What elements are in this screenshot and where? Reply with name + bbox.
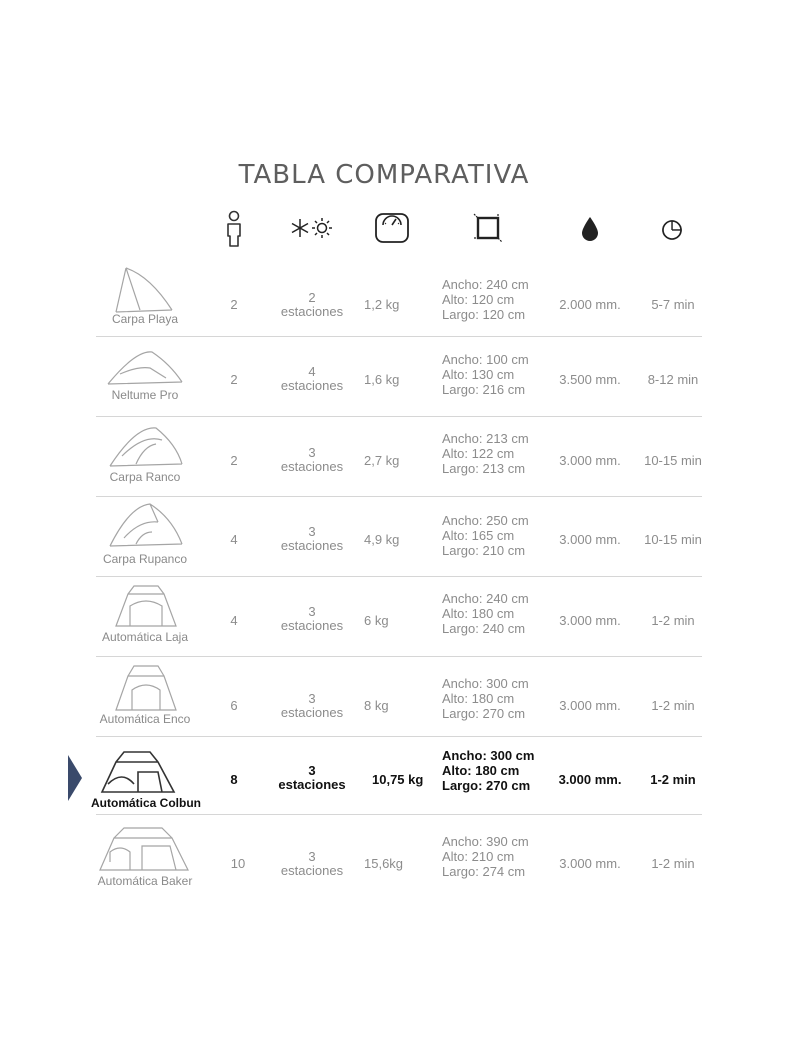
tent-image <box>112 584 180 630</box>
tent-image <box>106 424 186 470</box>
weight-value: 15,6kg <box>364 856 404 871</box>
row-divider <box>96 736 702 737</box>
person-icon <box>224 210 244 248</box>
tent-image <box>98 750 178 796</box>
water-column-value: 3.000 mm. <box>559 613 621 628</box>
seasons-value: 3 estaciones <box>280 524 344 553</box>
seasons-value: 3 estaciones <box>280 849 344 878</box>
setup-time-value: 1-2 min <box>651 856 695 871</box>
tent-name: Automática Laja <box>101 630 189 644</box>
setup-time-value: 10-15 min <box>644 453 702 468</box>
tent-name: Carpa Ranco <box>109 470 181 484</box>
page-title: TABLA COMPARATIVA <box>238 160 530 190</box>
row-divider <box>96 416 702 417</box>
tent-name: Automática Colbun <box>91 796 201 810</box>
persons-value: 4 <box>230 532 238 547</box>
seasons-value: 4 estaciones <box>280 364 344 393</box>
water-column-value: 2.000 mm. <box>559 297 621 312</box>
dimensions-value: Ancho: 300 cm Alto: 180 cm Largo: 270 cm <box>442 748 535 793</box>
persons-value: 8 <box>230 772 238 787</box>
weight-value: 6 kg <box>364 613 389 628</box>
persons-value: 6 <box>230 698 238 713</box>
setup-time-value: 5-7 min <box>651 297 695 312</box>
row-divider <box>96 814 702 815</box>
tent-image <box>106 348 186 388</box>
weight-value: 4,9 kg <box>364 532 400 547</box>
water-column-value: 3.500 mm. <box>559 372 621 387</box>
dimensions-value: Ancho: 250 cm Alto: 165 cm Largo: 210 cm <box>442 513 529 558</box>
dimensions-value: Ancho: 213 cm Alto: 122 cm Largo: 213 cm <box>442 431 529 476</box>
weight-value: 8 kg <box>364 698 389 713</box>
clock-icon <box>660 218 684 242</box>
seasons-value: 3 estaciones <box>278 763 346 792</box>
dimensions-value: Ancho: 240 cm Alto: 120 cm Largo: 120 cm <box>442 277 529 322</box>
row-divider <box>96 336 702 337</box>
row-divider <box>96 656 702 657</box>
tent-name: Neltume Pro <box>111 388 179 402</box>
dimensions-value: Ancho: 240 cm Alto: 180 cm Largo: 240 cm <box>442 591 529 636</box>
water-column-value: 3.000 mm. <box>559 532 621 547</box>
tent-image <box>106 502 186 550</box>
persons-value: 2 <box>230 297 238 312</box>
seasons-value: 3 estaciones <box>280 691 344 720</box>
weight-value: 2,7 kg <box>364 453 400 468</box>
persons-value: 10 <box>230 856 246 871</box>
seasons-value: 3 estaciones <box>280 445 344 474</box>
setup-time-value: 1-2 min <box>651 698 695 713</box>
snowflake-sun-icon <box>288 216 336 240</box>
row-divider <box>96 576 702 577</box>
setup-time-value: 8-12 min <box>647 372 699 387</box>
weight-value: 1,6 kg <box>364 372 400 387</box>
persons-value: 2 <box>230 372 238 387</box>
water-column-value: 3.000 mm. <box>558 772 622 787</box>
setup-time-value: 1-2 min <box>650 772 696 787</box>
setup-time-value: 10-15 min <box>644 532 702 547</box>
water-column-value: 3.000 mm. <box>559 453 621 468</box>
tent-name: Automática Baker <box>97 874 193 888</box>
tent-image <box>110 266 180 316</box>
dimensions-value: Ancho: 300 cm Alto: 180 cm Largo: 270 cm <box>442 676 529 721</box>
setup-time-value: 1-2 min <box>651 613 695 628</box>
tent-image <box>112 664 180 714</box>
weight-value: 10,75 kg <box>372 772 424 787</box>
tent-name: Carpa Rupanco <box>102 552 188 566</box>
dimensions-value: Ancho: 100 cm Alto: 130 cm Largo: 216 cm <box>442 352 529 397</box>
water-column-value: 3.000 mm. <box>559 856 621 871</box>
selected-row-marker-icon <box>66 755 84 801</box>
persons-value: 4 <box>230 613 238 628</box>
persons-value: 2 <box>230 453 238 468</box>
water-column-value: 3.000 mm. <box>559 698 621 713</box>
tent-image <box>96 826 192 874</box>
dimensions-icon <box>472 212 504 244</box>
weight-value: 1,2 kg <box>364 297 400 312</box>
scale-icon <box>374 212 410 244</box>
row-divider <box>96 496 702 497</box>
tent-name: Carpa Playa <box>111 312 179 326</box>
dimensions-value: Ancho: 390 cm Alto: 210 cm Largo: 274 cm <box>442 834 529 879</box>
seasons-value: 3 estaciones <box>280 604 344 633</box>
tent-name: Automática Enco <box>99 712 191 726</box>
seasons-value: 2 estaciones <box>280 290 344 319</box>
water-drop-icon <box>580 216 600 242</box>
